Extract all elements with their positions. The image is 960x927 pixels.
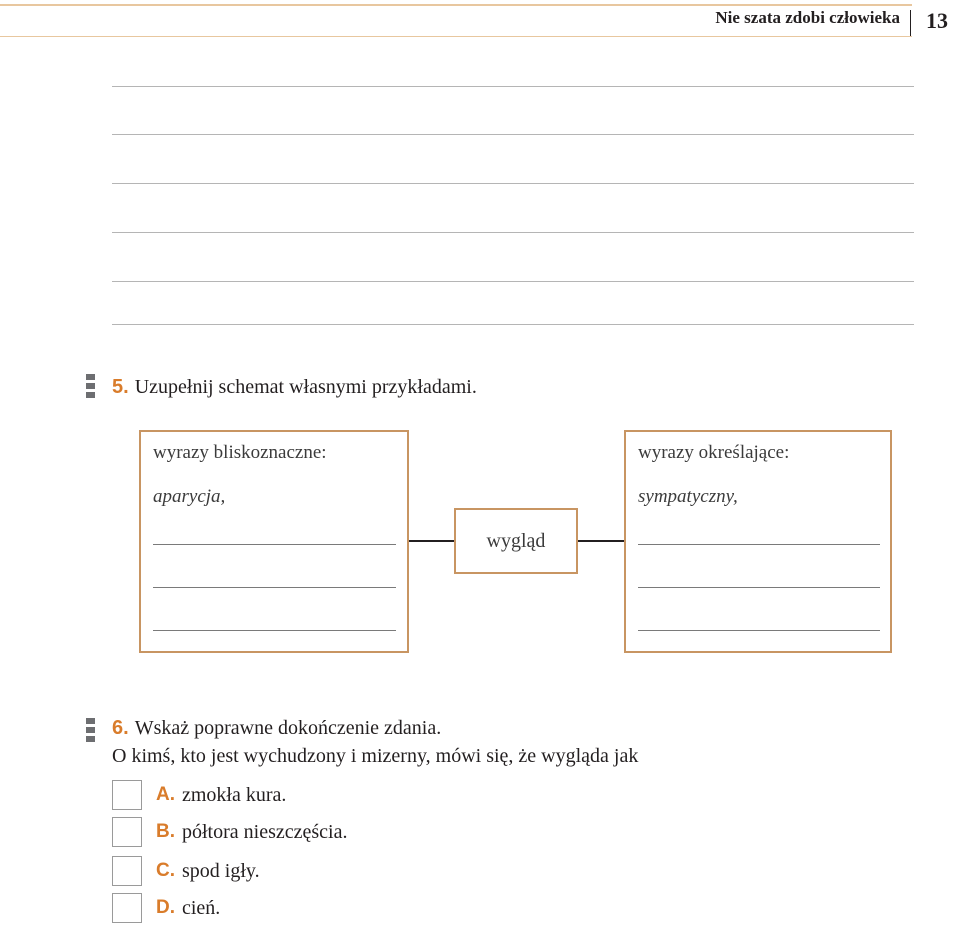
option-c-letter: C. [156,860,175,881]
option-b[interactable] [112,816,347,848]
answer-line[interactable] [153,587,396,588]
writing-line[interactable] [112,86,914,87]
option-d-text: cień. [182,896,221,919]
running-title: Nie szata zdobi człowieka [715,8,900,27]
connector-right [578,540,625,542]
writing-line[interactable] [112,232,914,233]
writing-line[interactable] [112,183,914,184]
synonyms-box-title: wyrazy bliskoznaczne: [153,442,327,463]
writing-line[interactable] [112,134,914,135]
center-concept-box [454,508,578,574]
answer-line[interactable] [638,587,880,588]
option-c[interactable] [112,855,260,887]
synonyms-box-example: aparycja, [153,486,226,507]
task6-prompt: O kimś, kto jest wychudzony i mizerny, mówi się, że wygląda jak [112,745,639,767]
answer-line[interactable] [638,544,880,545]
page-number: 13 [926,8,948,33]
task5-instruction-text: Uzupełnij schemat własnymi przykładami. [134,376,477,398]
option-a-letter: A. [156,784,175,805]
header-bottom-rule [0,36,912,37]
task6-number: 6. [112,717,129,739]
option-b-letter: B. [156,821,175,842]
writing-line[interactable] [112,281,914,282]
center-concept-label: wygląd [486,529,546,552]
option-a[interactable] [112,779,286,811]
option-d-checkbox[interactable] [112,893,142,923]
task5-instruction [112,376,477,399]
descriptors-box-title: wyrazy określające: [638,442,790,463]
option-c-checkbox[interactable] [112,856,142,886]
option-b-text: półtora nieszczęścia. [182,820,348,843]
answer-line[interactable] [153,630,396,631]
option-b-checkbox[interactable] [112,817,142,847]
connector-left [409,540,454,542]
task-marker-icon [86,718,95,745]
option-a-checkbox[interactable] [112,780,142,810]
descriptors-box-example: sympatyczny, [638,486,738,507]
task5-number: 5. [112,376,129,398]
option-d-letter: D. [156,897,175,918]
option-d[interactable] [112,892,220,924]
header-separator [910,10,911,36]
option-a-text: zmokła kura. [182,783,287,806]
answer-line[interactable] [153,544,396,545]
writing-line[interactable] [112,324,914,325]
descriptors-box [624,430,892,653]
synonyms-box [139,430,409,653]
task-marker-icon [86,374,95,401]
header-top-rule [0,4,912,6]
task6-instruction-text: Wskaż poprawne dokończenie zdania. [134,717,442,739]
task6-instruction [112,717,441,740]
answer-line[interactable] [638,630,880,631]
option-c-text: spod igły. [182,859,260,882]
